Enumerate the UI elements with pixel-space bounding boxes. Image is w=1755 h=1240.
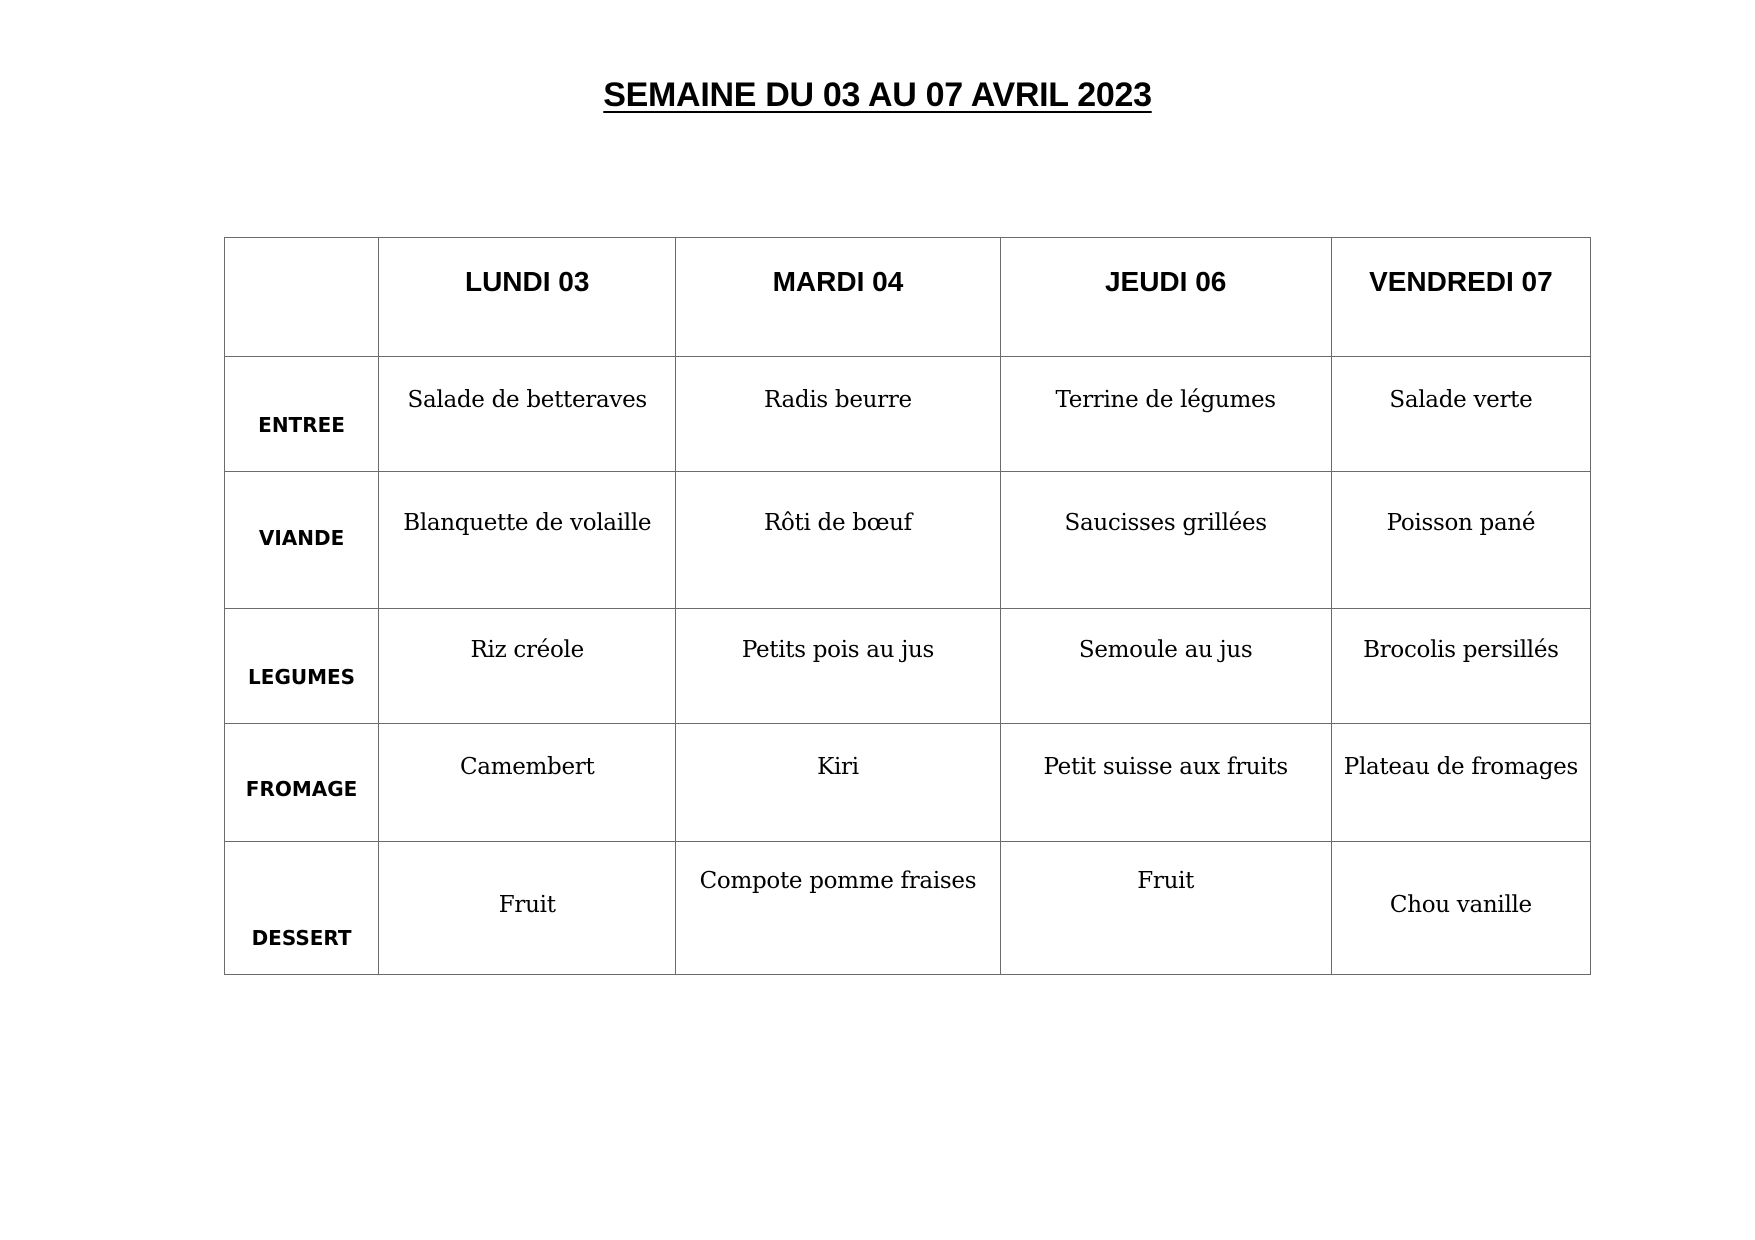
dish-cell: Rôti de bœuf — [676, 472, 1000, 609]
dish-cell: Poisson pané — [1331, 472, 1590, 609]
row-label-dessert: DESSERT — [225, 842, 379, 975]
dish-cell: Camembert — [379, 724, 676, 842]
table-row-viande — [225, 472, 1591, 609]
dish-cell: Terrine de légumes — [1000, 357, 1331, 472]
day-header-friday: VENDREDI 07 — [1331, 238, 1590, 357]
day-header-thursday: JEUDI 06 — [1000, 238, 1331, 357]
header-row — [225, 238, 1591, 357]
dish-cell: Fruit — [379, 842, 676, 975]
dish-cell: Saucisses grillées — [1000, 472, 1331, 609]
dish-cell: Petit suisse aux fruits — [1000, 724, 1331, 842]
corner-cell — [225, 238, 379, 357]
dish-cell: Brocolis persillés — [1331, 609, 1590, 724]
day-header-tuesday: MARDI 04 — [676, 238, 1000, 357]
dish-cell: Kiri — [676, 724, 1000, 842]
dish-cell: Salade verte — [1331, 357, 1590, 472]
dish-cell: Salade de betteraves — [379, 357, 676, 472]
row-label-legumes: LEGUMES — [225, 609, 379, 724]
table-row-dessert — [225, 842, 1591, 975]
table-row-legumes — [225, 609, 1591, 724]
dish-cell: Radis beurre — [676, 357, 1000, 472]
dish-cell: Riz créole — [379, 609, 676, 724]
page-title: SEMAINE DU 03 AU 07 AVRIL 2023 — [603, 76, 1152, 114]
menu-table — [224, 237, 1591, 975]
dish-cell: Fruit — [1000, 842, 1331, 975]
dish-cell: Petits pois au jus — [676, 609, 1000, 724]
dish-cell: Semoule au jus — [1000, 609, 1331, 724]
table-row-fromage — [225, 724, 1591, 842]
table-row-entree — [225, 357, 1591, 472]
dish-cell: Blanquette de volaille — [379, 472, 676, 609]
day-header-monday: LUNDI 03 — [379, 238, 676, 357]
row-label-fromage: FROMAGE — [225, 724, 379, 842]
dish-cell: Compote pomme fraises — [676, 842, 1000, 975]
dish-cell: Plateau de fromages — [1331, 724, 1590, 842]
row-label-entree: ENTREE — [225, 357, 379, 472]
dish-cell: Chou vanille — [1331, 842, 1590, 975]
row-label-viande: VIANDE — [225, 472, 379, 609]
